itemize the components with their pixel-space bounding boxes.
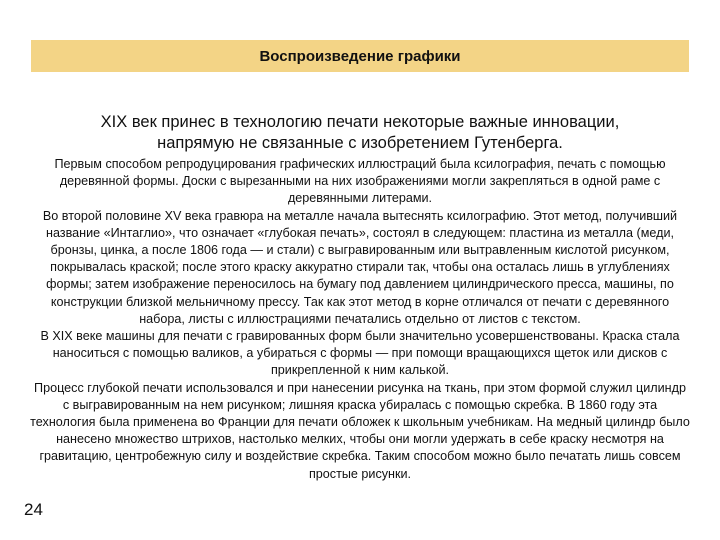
paragraph-19th-century-machines: В XIX веке машины для печати с гравированных форм были значительно усовершенствованы. Краска стала наноситься с помощью валиков, а убираться с формы — при помощи вращающихся щеток или дисков с прикрепленной к ним калькой. bbox=[40, 329, 680, 378]
paragraph-xylography: Первым способом репродуцирования графических иллюстраций была ксилография, печать с помощью деревянной формы. Доски с вырезанными на них изображениями могли закрепляться в одной раме с деревянными литерами. bbox=[54, 157, 666, 206]
body-text bbox=[30, 156, 690, 483]
title-bar bbox=[31, 40, 689, 72]
slide-title: Воспроизведение графики bbox=[259, 47, 461, 65]
subtitle-line: XIX век принес в технологию печати некоторые важные инновации, bbox=[100, 113, 620, 131]
paragraph-fabric-printing: Процесс глубокой печати использовался и при нанесении рисунка на ткань, при этом формой служил цилиндр с выгравированным на нем рисунком; лишняя краска убиралась с помощью скребка. В 1860 году эта технология была применена во Франции для печати обложек к школьным учебникам. На медный цилиндр было нанесено множество штрихов, настолько мелких, чтобы они могли удержать в себе краску несмотря на гравитацию, центробежную силу и воздействие скребка. Таким способом можно было печатать лишь совсем простые рисунки. bbox=[30, 380, 690, 481]
paragraph-intaglio: Во второй половине XV века гравюра на металле начала вытеснять ксилографию. Этот метод, получивший название «Интаглио», что означает «глубокая печать», состоял в следующем: пластина из металла (меди, бронзы, цинка, а после 1806 года — и стали) с выгравированным или вытравленным кислотой рисунком, покрывалась краской; после этого краску аккуратно стирали так, чтобы она осталась лишь в углублениях формы; затем изображение переносилось на бумагу под давлением цилиндрического пресса, машины, по конструкции близкой мельничному прессу. Так как этот метод в корне отличался от печати с деревянного набора, листы с иллюстрациями печатались отдельно от листов с текстом. bbox=[42, 208, 678, 326]
subtitle-line: напрямую не связанные с изобретением Гутенберга. bbox=[157, 134, 563, 152]
page-number: 24 bbox=[24, 500, 43, 519]
subtitle bbox=[40, 112, 680, 154]
